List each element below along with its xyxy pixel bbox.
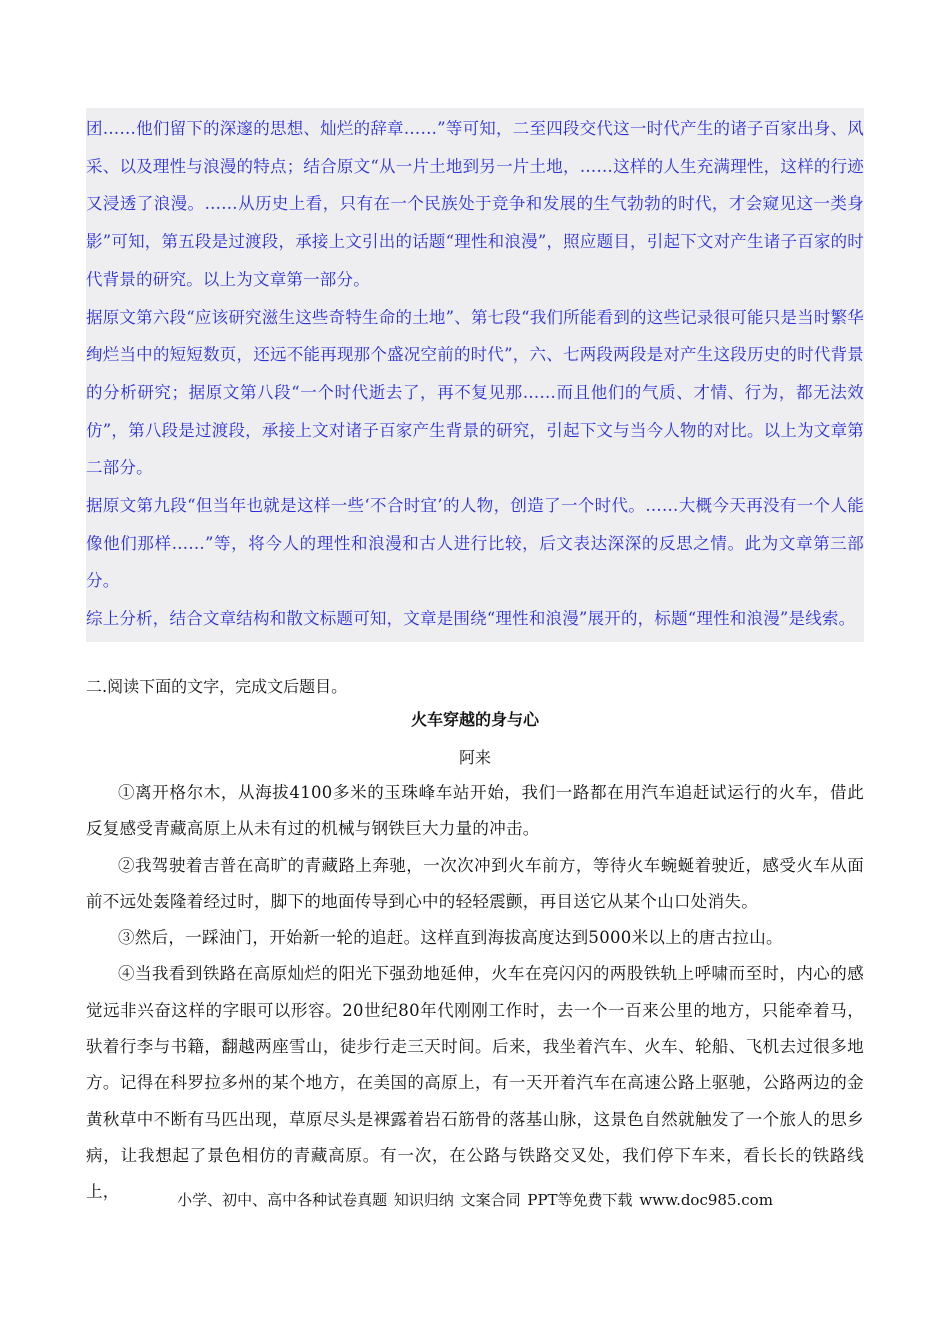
article-paragraph-3: ③然后，一踩油门，开始新一轮的追赶。这样直到海拔高度达到5000米以上的唐古拉山。 [118, 928, 783, 948]
answer-paragraph-4: 综上分析，结合文章结构和散文标题可知，文章是围绕“理性和浪漫”展开的，标题“理性和浪漫”是线索。 [86, 609, 856, 629]
answer-paragraph-1: 团……他们留下的深邃的思想、灿烂的辞章……”等可知，二至四段交代这一时代产生的诸子百家出身、风采、以及理性与浪漫的特点；结合原文“从一片土地到另一片土地，……这样的人生充满理性，这样的行迹又浸透了浪漫。……从历史上看，只有在一个民族处于竞争和发展的生气勃勃的时代，才会窥见这一类身影”可知，第五段是过渡段，承接上文引出的话题“理性和浪漫”，照应题目，引起下文对产生诸子百家的时代背景的研究。以上为文章第一部分。 [86, 119, 864, 289]
article-paragraph-1: ①离开格尔木，从海拔4100多米的玉珠峰车站开始，我们一路都在用汽车追赶试运行的火车，借此反复感受青藏高原上从未有过的机械与钢铁巨大力量的冲击。 [86, 783, 864, 839]
page-footer: 小学、初中、高中各种试卷真题 知识归纳 文案合同 PPT等免费下载 www.doc985.com [177, 1191, 773, 1209]
article-author: 阿来 [458, 748, 491, 767]
answer-analysis-block [86, 108, 864, 642]
answer-paragraph-3: 据原文第九段“但当年也就是这样一些‘不合时宜’的人物，创造了一个时代。……大概今天再没有一个人能像他们那样……”等，将今人的理性和浪漫和古人进行比较，后文表达深深的反思之情。此为文章第三部分。 [86, 496, 864, 591]
question-heading: 二.阅读下面的文字，完成文后题目。 [86, 677, 348, 696]
article-title: 火车穿越的身与心 [410, 710, 539, 729]
answer-paragraph-2: 据原文第六段“应该研究滋生这些奇特生命的土地”、第七段“我们所能看到的这些记录很可能只是当时繁华绚烂当中的短短数页，还远不能再现那个盛况空前的时代”，六、七两段两段是对产生这段历史的时代背景的分析研究；据原文第八段“一个时代逝去了，再不复见那……而且他们的气质、才情、行为，都无法效仿”，第八段是过渡段，承接上文对诸子百家产生背景的研究，引起下文与当今人物的对比。以上为文章第二部分。 [86, 307, 864, 478]
article-body [86, 775, 864, 1211]
article-paragraph-2: ②我驾驶着吉普在高旷的青藏路上奔驰，一次次冲到火车前方，等待火车蜿蜒着驶近，感受火车从面前不远处轰隆着经过时，脚下的地面传导到心中的轻轻震颤，再目送它从某个山口处消失。 [86, 855, 864, 911]
article-paragraph-4: ④当我看到铁路在高原灿烂的阳光下强劲地延伸，火车在亮闪闪的两股铁轨上呼啸而至时，内心的感觉远非兴奋这样的字眼可以形容。20世纪80年代刚刚工作时，去一个一百来公里的地方，只能牵着马，驮着行李与书籍，翻越两座雪山，徒步行走三天时间。后来，我坐着汽车、火车、轮船、飞机去过很多地方。记得在科罗拉多州的某个地方，在美国的高原上，有一天开着汽车在高速公路上驱驰，公路两边的金黄秋草中不断有马匹出现，草原尽头是裸露着岩石筋骨的落基山脉，这景色自然就触发了一个旅人的思乡病，让我想起了景色相仿的青藏高原。有一次，在公路与铁路交叉处，我们停下车来，看长长的铁路线上， [86, 964, 864, 1202]
